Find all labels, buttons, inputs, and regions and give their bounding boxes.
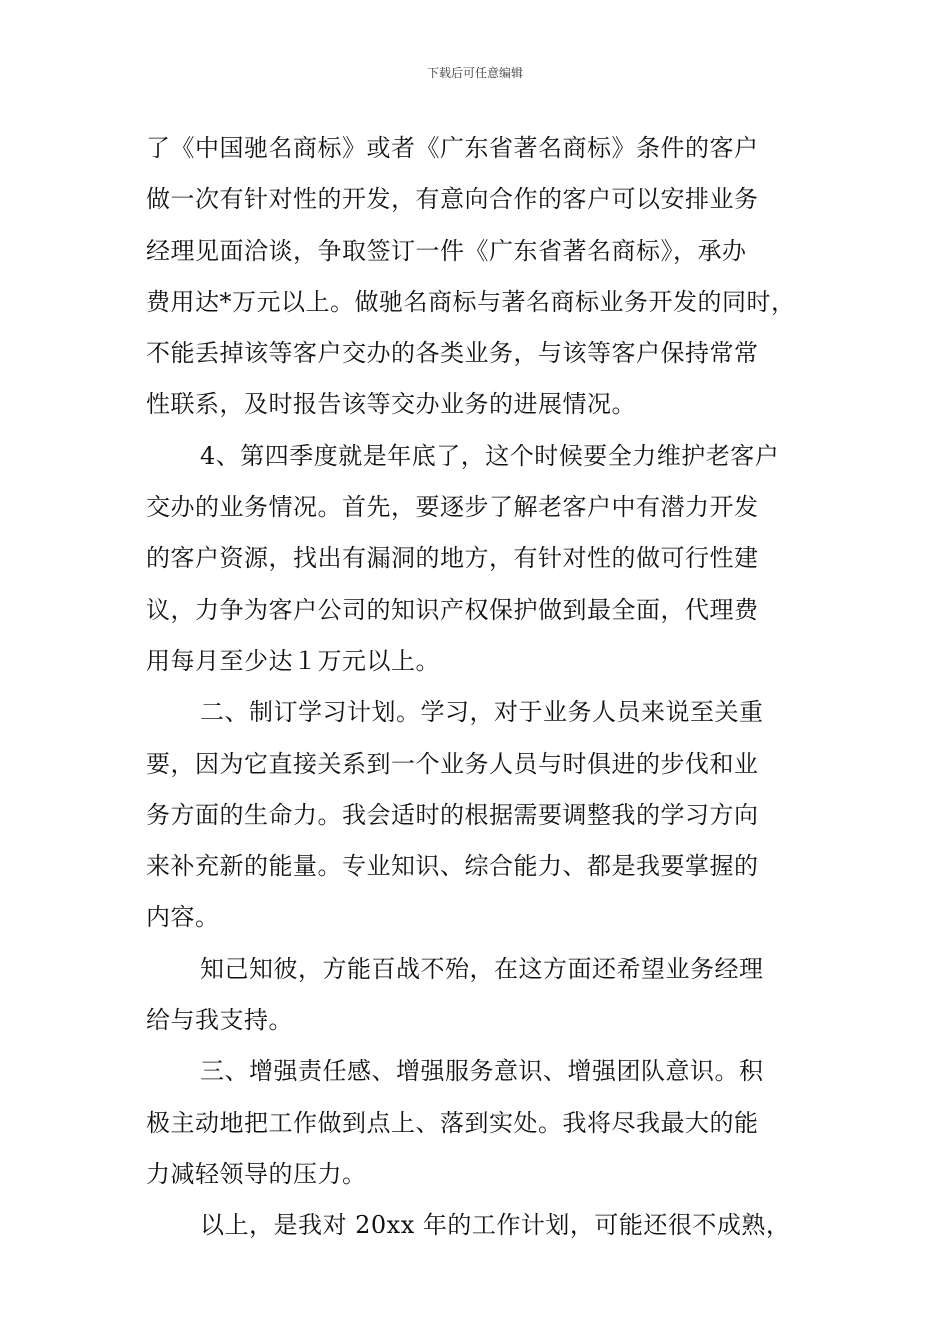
paragraph-1: [146, 126, 806, 434]
text-line: 务方面的生命力。我会适时的根据需要调整我的学习方向: [146, 800, 759, 829]
text-line: 要，因为它直接关系到一个业务人员与时俱进的步伐和业: [146, 749, 759, 778]
text-line: 议，力争为客户公司的知识产权保护做到最全面，代理费: [146, 595, 759, 624]
document-body: [146, 126, 806, 1255]
page-header: 下载后可任意编辑: [426, 66, 523, 80]
paragraph-3: [146, 690, 806, 946]
text-line: 了《中国驰名商标》或者《广东省著名商标》条件的客户: [146, 134, 759, 162]
text-line: 经理见面洽谈，争取签订一件《广东省著名商标》，承办: [146, 236, 747, 265]
text-line: 交办的业务情况。首先，要逐步了解老客户中有潜力开发: [146, 493, 759, 522]
text-line: 性联系，及时报告该等交办业务的进展情况。: [146, 390, 636, 419]
text-line: 费用达*万元以上。做驰名商标与著名商标业务开发的同时，: [146, 287, 796, 316]
text-line: 4、第四季度就是年底了，这个时候要全力维护老客户: [200, 441, 780, 470]
text-line: 做一次有针对性的开发，有意向合作的客户可以安排业务: [146, 185, 759, 214]
text-line: 内容。: [146, 903, 220, 932]
text-line: 不能丢掉该等客户交办的各类业务，与该等客户保持常常: [146, 339, 759, 368]
text-line: 来补充新的能量。专业知识、综合能力、都是我要掌握的: [146, 852, 759, 881]
text-line: 以上，是我对 20xx 年的工作计划，可能还很不成熟，: [200, 1211, 791, 1240]
text-line: 给与我支持。: [146, 1006, 293, 1035]
text-line: 二、制订学习计划。学习，对于业务人员来说至关重: [200, 698, 764, 727]
paragraph-2: [146, 434, 806, 690]
paragraph-6: [146, 1203, 806, 1254]
text-line: 用每月至少达１万元以上。: [146, 646, 440, 675]
text-line: 极主动地把工作做到点上、落到实处。我将尽我最大的能: [146, 1108, 759, 1137]
text-line: 力减轻领导的压力。: [146, 1159, 367, 1188]
paragraph-5: [146, 1049, 806, 1203]
paragraph-4: [146, 947, 806, 1050]
text-line: 三、增强责任感、增强服务意识、增强团队意识。积: [200, 1057, 764, 1086]
text-line: 的客户资源，找出有漏洞的地方，有针对性的做可行性建: [146, 544, 759, 573]
text-line: 知己知彼，方能百战不殆，在这方面还希望业务经理: [200, 954, 764, 983]
